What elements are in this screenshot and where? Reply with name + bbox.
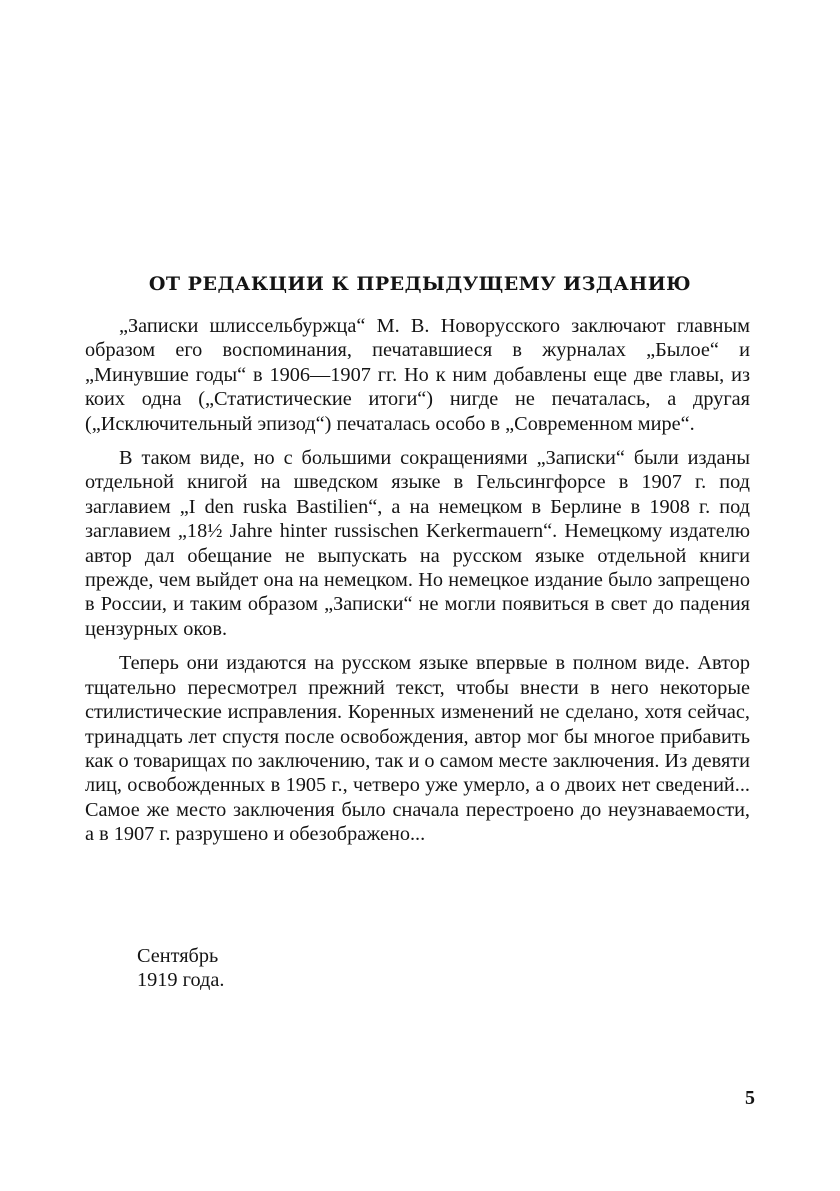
- signature-year: 1919 года.: [137, 969, 225, 991]
- paragraph: „Записки шлиссельбуржца“ М. В. Новорусского заключают главным образом его воспоминания, печатавшиеся в журналах „Былое“ и „Минувшие годы“ в 1906—1907 гг. Но к ним добавлены еще две главы, из коих одна („Статистические итоги“) нигде не печаталась, а другая („Исключительный эпизод“) печаталась особо в „Современном мире“.: [85, 315, 750, 435]
- body-text: [85, 314, 750, 857]
- page-title: ОТ РЕДАКЦИИ К ПРЕДЫДУЩЕМУ ИЗДАНИЮ: [148, 273, 692, 295]
- page-number: 5: [745, 1087, 755, 1109]
- paragraph: В таком виде, но с большими сокращениями „Записки“ были изданы отдельной книгой на шведском языке в Гельсингфорсе в 1907 г. под заглавием „I den ruska Bastilien“, а на немецком в Берлине в 1908 г. под заглавием „18½ Jahre hinter russischen Kerkermauern“. Немецкому издателю автор дал обещание не выпускать на русском языке отдельной книги прежде, чем выйдет она на немецком. Но немецкое издание было запрещено в России, и таким образом „Записки“ не могли появиться в свет до падения цензурных оков.: [85, 447, 750, 640]
- date-signature: [137, 944, 224, 992]
- signature-month: Сентябрь: [137, 945, 219, 967]
- paragraph: Теперь они издаются на русском языке впервые в полном виде. Автор тщательно пересмотрел прежний текст, чтобы внести в него некоторые стилистические исправления. Коренных изменений не сделано, хотя сейчас, тринадцать лет спустя после освобождения, автор мог бы многое прибавить как о товарищах по заключению, так и о самом месте заключения. Из девяти лиц, освобожденных в 1905 г., четверо уже умерло, а о двоих нет сведений... Самое же место заключения было сначала перестроено до неузнаваемости, а в 1907 г. разрушено и обезображено...: [85, 652, 750, 846]
